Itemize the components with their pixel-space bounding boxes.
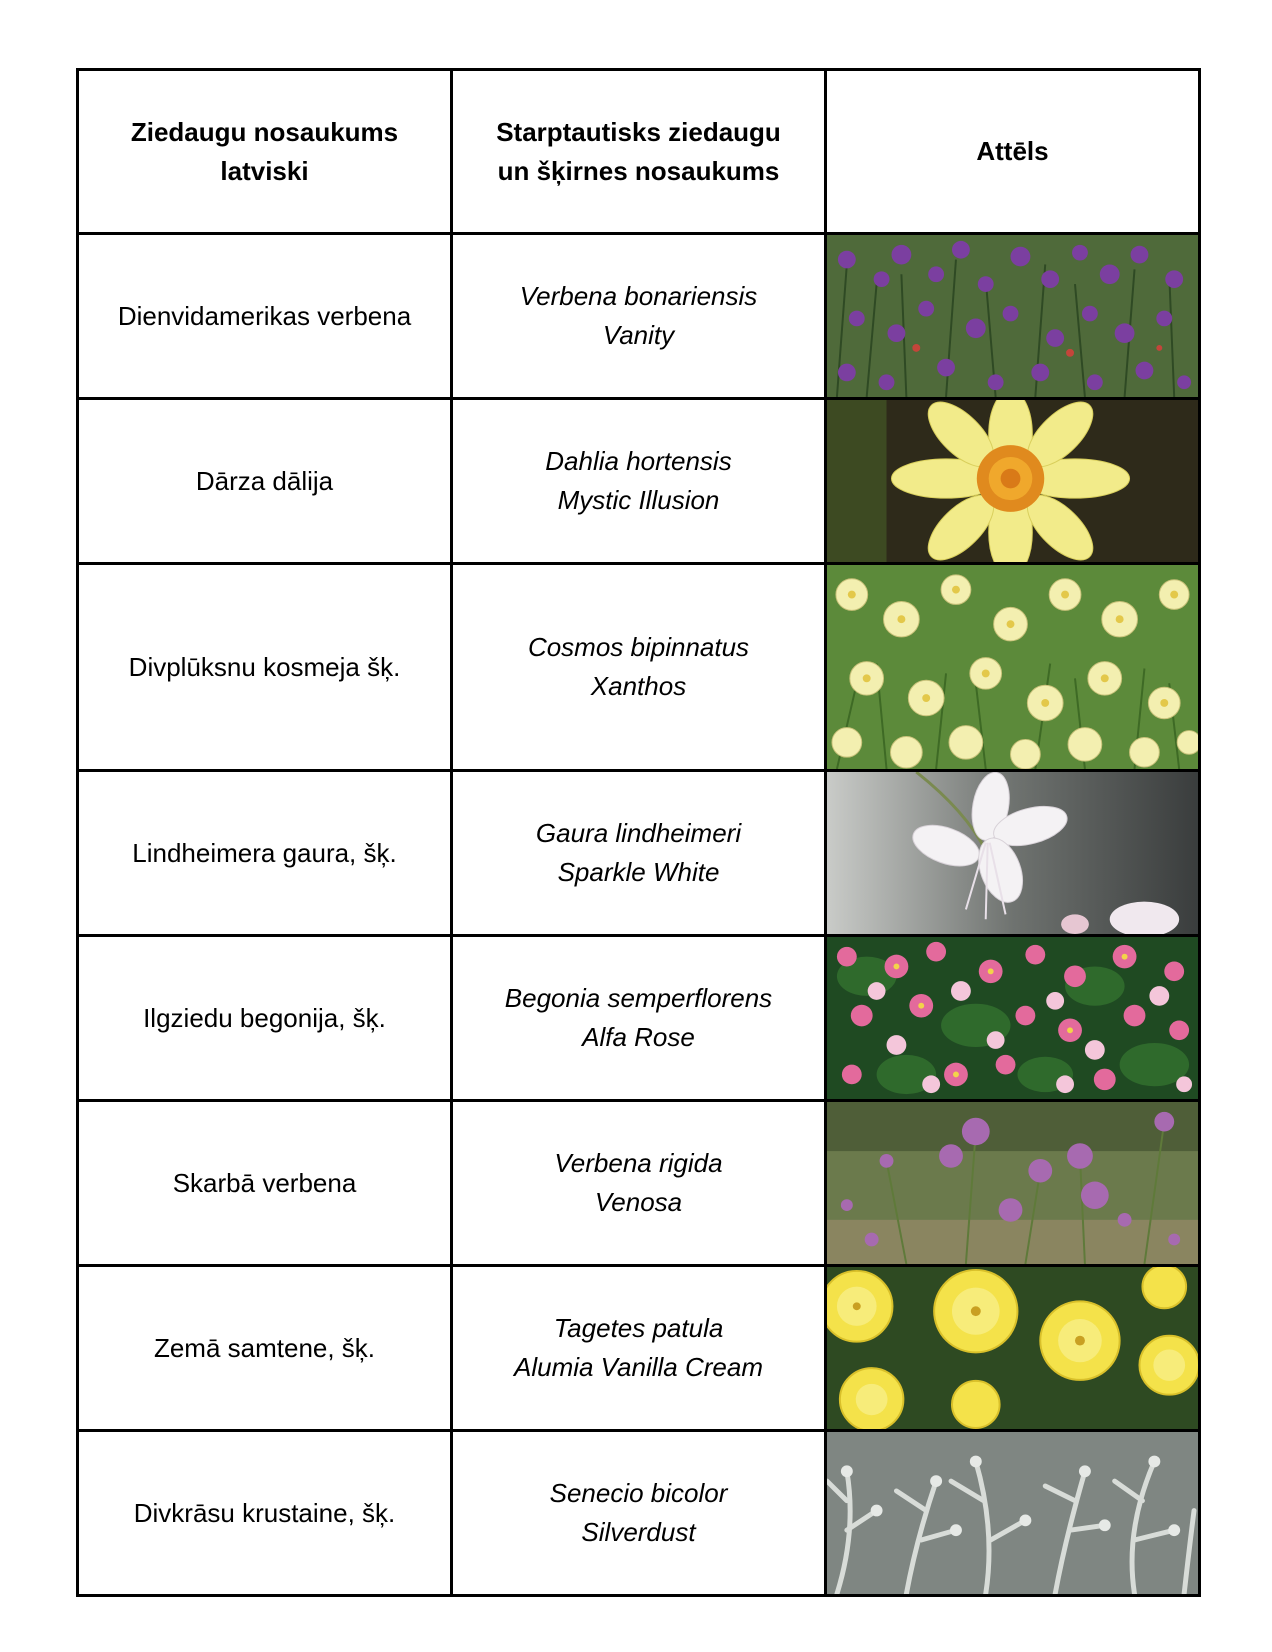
table-row [78, 771, 1200, 936]
scientific-name: Verbena rigida [554, 1148, 723, 1178]
pale-yellow-cosmos-photo-graphic [827, 565, 1198, 769]
cultivar-name: Alumia Vanilla Cream [513, 1352, 764, 1382]
scientific-name: Tagetes patula [553, 1313, 724, 1343]
cultivar-name: Silverdust [581, 1517, 696, 1547]
header-international-name: Starptautisks ziedaugu un šķirnes nosaukums [452, 70, 826, 234]
yellow-marigold-photo-graphic [827, 1267, 1198, 1429]
cultivar-name: Alfa Rose [582, 1022, 695, 1052]
white-gaura-flower-photo-graphic [827, 772, 1198, 934]
yellow-dahlia-photo [826, 399, 1200, 564]
purple-verbena-field-photo [826, 234, 1200, 399]
yellow-dahlia-photo-graphic [827, 400, 1198, 562]
scientific-name: Senecio bicolor [549, 1478, 728, 1508]
purple-verbena-field-photo-graphic [827, 235, 1198, 397]
silver-dusty-miller-photo-graphic [827, 1432, 1198, 1594]
header-image: Attēls [826, 70, 1200, 234]
table-row [78, 234, 1200, 399]
white-gaura-flower-photo [826, 771, 1200, 936]
cultivar-name: Xanthos [590, 671, 687, 701]
scientific-name-cell [452, 936, 826, 1101]
silver-dusty-miller-photo [826, 1431, 1200, 1596]
cultivar-name: Mystic Illusion [557, 485, 720, 515]
scientific-name-cell [452, 399, 826, 564]
scientific-name-cell [452, 564, 826, 771]
latvian-name-cell: Zemā samtene, šķ. [78, 1266, 452, 1431]
violet-verbena-photo-graphic [827, 1102, 1198, 1264]
cultivar-name: Sparkle White [557, 857, 720, 887]
header-latvian-name: Ziedaugu nosaukums latviski [78, 70, 452, 234]
scientific-name-cell [452, 1431, 826, 1596]
latvian-name-cell: Skarbā verbena [78, 1101, 452, 1266]
scientific-name: Gaura lindheimeri [535, 818, 742, 848]
table-row [78, 564, 1200, 771]
scientific-name-cell [452, 771, 826, 936]
scientific-name-cell [452, 234, 826, 399]
table-row [78, 1101, 1200, 1266]
pale-yellow-cosmos-photo [826, 564, 1200, 771]
yellow-marigold-photo [826, 1266, 1200, 1431]
pink-begonia-photo [826, 936, 1200, 1101]
latvian-name-cell: Divplūksnu kosmeja šķ. [78, 564, 452, 771]
latvian-name-cell: Ilgziedu begonija, šķ. [78, 936, 452, 1101]
table-row [78, 399, 1200, 564]
table-row [78, 1431, 1200, 1596]
violet-verbena-photo [826, 1101, 1200, 1266]
scientific-name: Verbena bonariensis [519, 281, 758, 311]
cultivar-name: Venosa [594, 1187, 683, 1217]
pink-begonia-photo-graphic [827, 937, 1198, 1099]
table-row [78, 1266, 1200, 1431]
latvian-name-cell: Dienvidamerikas verbena [78, 234, 452, 399]
scientific-name: Begonia semperflorens [504, 983, 773, 1013]
table-header-row [78, 70, 1200, 234]
latvian-name-cell: Lindheimera gaura, šķ. [78, 771, 452, 936]
scientific-name: Dahlia hortensis [545, 446, 732, 476]
latvian-name-cell: Dārza dālija [78, 399, 452, 564]
cultivar-name: Vanity [602, 320, 675, 350]
plant-table [76, 68, 1201, 1597]
scientific-name-cell [452, 1266, 826, 1431]
scientific-name: Cosmos bipinnatus [527, 632, 750, 662]
scientific-name-cell [452, 1101, 826, 1266]
latvian-name-cell: Divkrāsu krustaine, šķ. [78, 1431, 452, 1596]
table-row [78, 936, 1200, 1101]
